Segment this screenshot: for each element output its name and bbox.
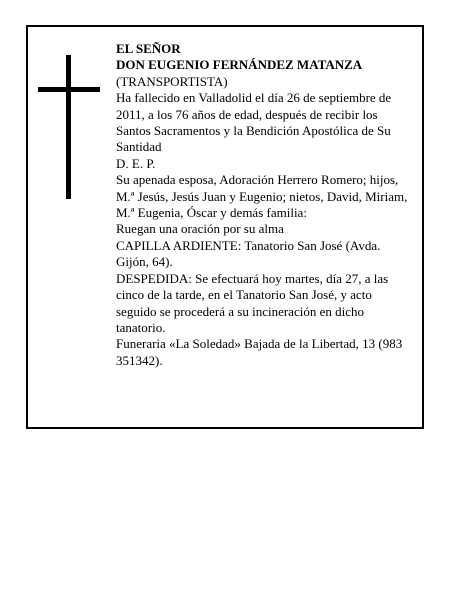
deceased-occupation: (TRANSPORTISTA) xyxy=(116,73,228,89)
cross-icon xyxy=(38,55,100,199)
chapel-info: CAPILLA ARDIENTE: Tanatorio San José (Avda. Gijón, 64). xyxy=(116,237,381,270)
notice-text xyxy=(116,41,412,369)
farewell-info: DESPEDIDA: Se efectuará hoy martes, día 27, a las cinco de la tarde, en el Tanatorio San José, y acto seguido se procederá a su incineración en dicho tanatorio. xyxy=(116,270,389,335)
obituary-notice xyxy=(26,25,424,429)
family-statement: Su apenada esposa, Adoración Herrero Romero; hijos, M.ª Jesús, Jesús Juan y Eugenio; nietos, David, Miriam, M.ª Eugenia, Óscar y demás familia: xyxy=(116,172,408,221)
deceased-name: DON EUGENIO FERNÁNDEZ MATANZA xyxy=(116,57,363,73)
cross-vertical-bar xyxy=(66,55,71,199)
notice-title: EL SEÑOR xyxy=(116,41,181,56)
rip-line: D. E. P. xyxy=(116,155,156,171)
cross-horizontal-bar xyxy=(38,87,100,92)
funeral-home-info: Funeraria «La Soledad» Bajada de la Libertad, 13 (983 351342). xyxy=(116,336,403,368)
prayer-request: Ruegan una oración por su alma xyxy=(116,221,284,237)
death-statement: Ha fallecido en Valladolid el día 26 de septiembre de 2011, a los 76 años de edad, después de recibir los Santos Sacramentos y la Bendición Apostólica de Su Santidad xyxy=(116,90,392,155)
